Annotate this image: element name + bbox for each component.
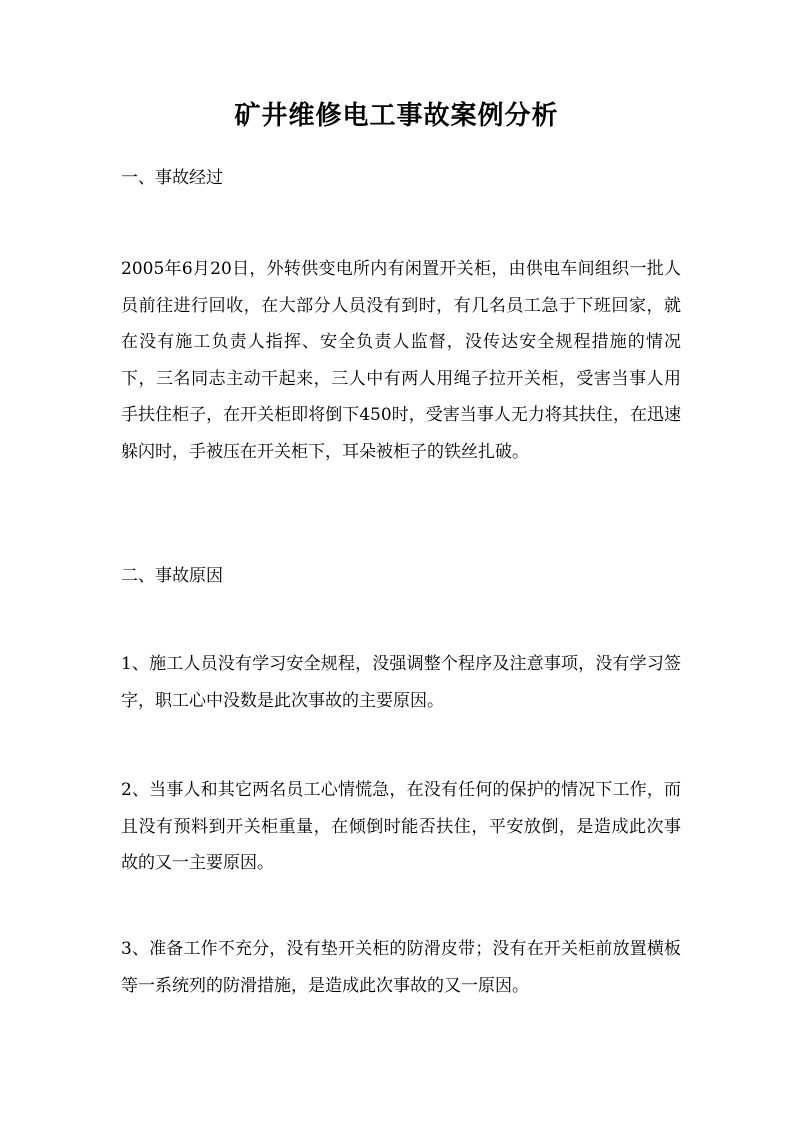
paragraph-accident-process: 2005年6月20日，外转供变电所内有闲置开关柜，由供电车间组织一批人员前往进行回收，在大部分人员没有到时，有几名员工急于下班回家，就在没有施工负责人指挥、安全负责人监督，没传达安全规程措施的情况下，三名同志主动干起来，三人中有两人用绳子拉开关柜，受害当事人用手扶住柜子，在开关柜即将倒下450时，受害当事人无力将其扶住，在迅速躲闪时，手被压在开关柜下，耳朵被柜子的铁丝扎破。 — [121, 259, 681, 462]
section-heading-accident-process: 一、事故经过 — [121, 168, 223, 188]
cause-item-3: 3、准备工作不充分，没有垫开关柜的防滑皮带；没有在开关柜前放置横板等一系统列的防滑措施，是造成此次事故的又一原因。 — [121, 939, 681, 996]
cause-item-1: 1、施工人员没有学习安全规程，没强调整个程序及注意事项，没有学习签字，职工心中没数是此次事故的主要原因。 — [121, 654, 681, 711]
document-title: 矿井维修电工事故案例分析 — [234, 101, 559, 131]
cause-item-2: 2、当事人和其它两名员工心情慌急，在没有任何的保护的情况下工作，而且没有预料到开关柜重量，在倾倒时能否扶住，平安放倒，是造成此次事故的又一主要原因。 — [121, 780, 681, 873]
section-heading-accident-cause: 二、事故原因 — [121, 566, 223, 586]
